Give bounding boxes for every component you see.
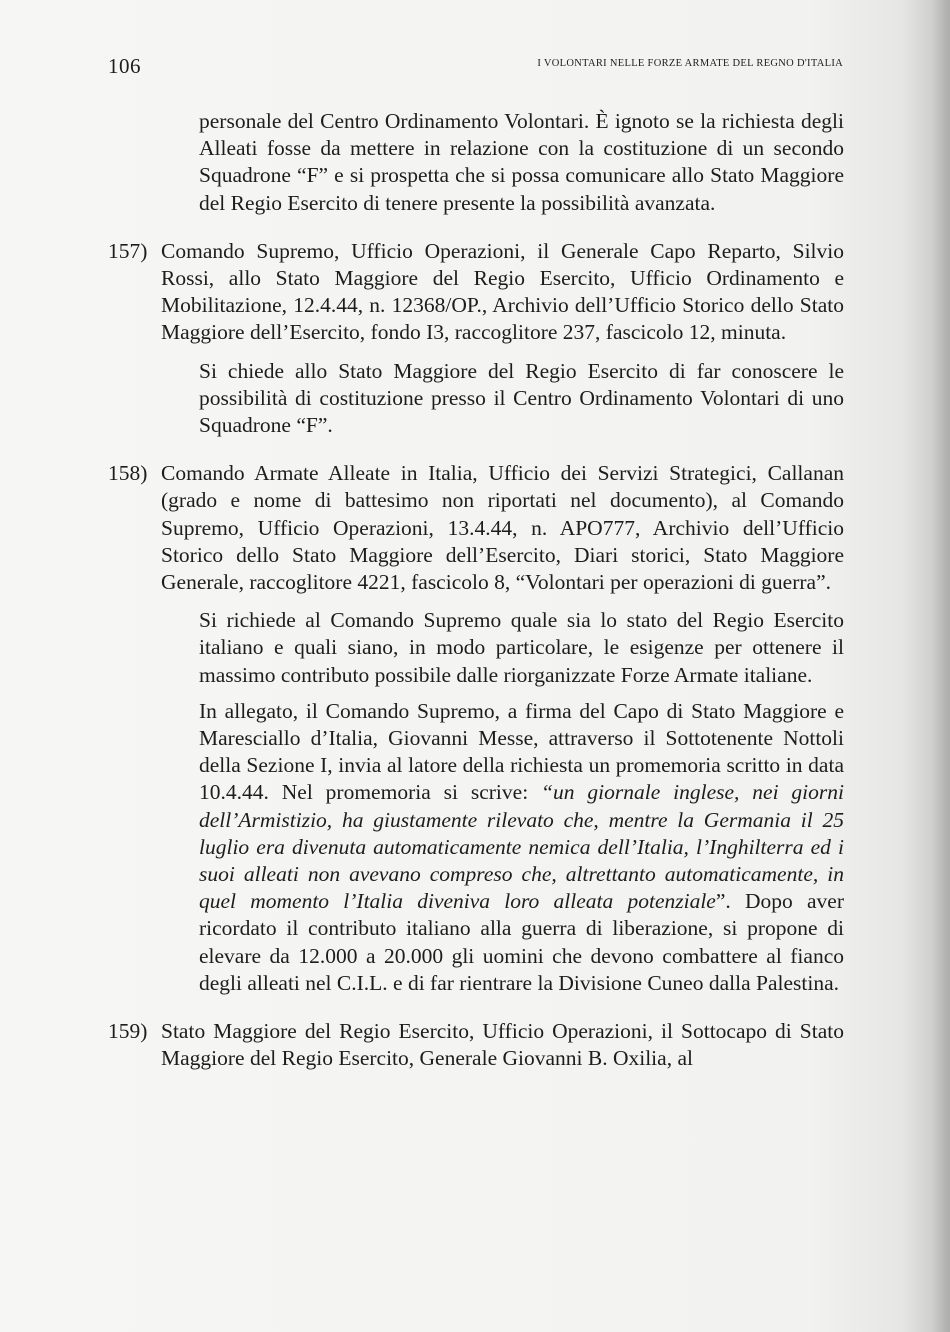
page-number: 106 [108,54,141,78]
attachment-outro: ”. Dopo aver ricordato il contributo italiano alla guerra di liberazione, si propone di elevare da 12.000 a 20.000 gli uomini che devono combattere al fianco degli alleati nel C.I.L. e di far rientrare la Divisione Cuneo dalla Palestina. [199,889,844,995]
note-entry-157 [108,238,844,439]
note-summary: Si richiede al Comando Supremo quale sia lo stato del Regio Esercito italiano e quali siano, in modo particolare, le esigenze per ottenere il massimo contributo possibile dalle riorganizzate Forze Armate italiane. [199,608,844,687]
note-entry-158 [108,460,844,997]
note-entry-159 [108,1018,844,1072]
note-body [161,238,844,439]
note-citation: Comando Supremo, Ufficio Operazioni, il Generale Capo Reparto, Silvio Rossi, allo Stato Maggiore del Regio Esercito, Ufficio Ordinamento e Mobilitazione, 12.4.44, n. 12368/OP., Archivio dell’Ufficio Storico dello Stato Maggiore dell’Esercito, fondo I3, raccoglitore 237, fascicolo 12, minuta. [161,238,844,345]
running-title: I VOLONTARI NELLE FORZE ARMATE DEL REGNO D'ITALIA [537,58,843,69]
page-header [108,54,843,80]
note-number: 157) [108,238,148,263]
note-citation: Comando Armate Alleate in Italia, Ufficio dei Servizi Strategici, Callanan (grado e nome di battesimo non riportati nel documento), al Comando Supremo, Ufficio Operazioni, 13.4.44, n. APO777, Archivio dell’Ufficio Storico dello Stato Maggiore dell’Esercito, Diari storici, Stato Maggiore Generale, raccoglitore 4221, fascicolo 8, “Volontari per operazioni di guerra”. [161,461,844,595]
note-citation: Stato Maggiore del Regio Esercito, Ufficio Operazioni, il Sottocapo di Stato Maggiore del Regio Esercito, Generale Giovanni B. Oxilia, al [161,1019,844,1071]
continuation-paragraph: personale del Centro Ordinamento Volontari. È ignoto se la richiesta degli Alleati fosse da mettere in relazione con la costituzione di un secondo Squadrone “F” e si prospetta che si possa comunicare allo Stato Maggiore del Regio Esercito di tenere presente la possibilità avanzata. [199,109,844,215]
attachment-intro: In allegato, il Comando Supremo, a firma del Capo di Stato Maggiore e Maresciallo d’Italia, Giovanni Messe, attraverso il Sottotenente Nottoli della Sezione I, invia al latore della richiesta un promemoria scritto in data 10.4.44. Nel promemoria si scrive: [199,698,844,805]
note-summary: Si chiede allo Stato Maggiore del Regio Esercito di far conoscere le possibilità di costituzione presso il Centro Ordinamento Volontari di uno Squadrone “F”. [199,358,844,438]
page-edge-shadow [932,0,950,1332]
note-body [161,460,844,997]
page-body [108,108,844,1073]
memo-quote: “un giornale inglese, nei giorni dell’Armistizio, ha giustamente rilevato che, mentre la Germania il 25 luglio era divenuta automaticamente nemica dell’Italia, l’Inghilterra ed i suoi alleati non avevano compreso che, altrettanto automaticamente, in quel momento l’Italia diveniva loro alleata potenziale [199,780,844,914]
note-body [161,1018,844,1072]
note-attachment-paragraph [161,698,844,997]
note-number: 158) [108,461,148,486]
note-number: 159) [108,1019,148,1044]
